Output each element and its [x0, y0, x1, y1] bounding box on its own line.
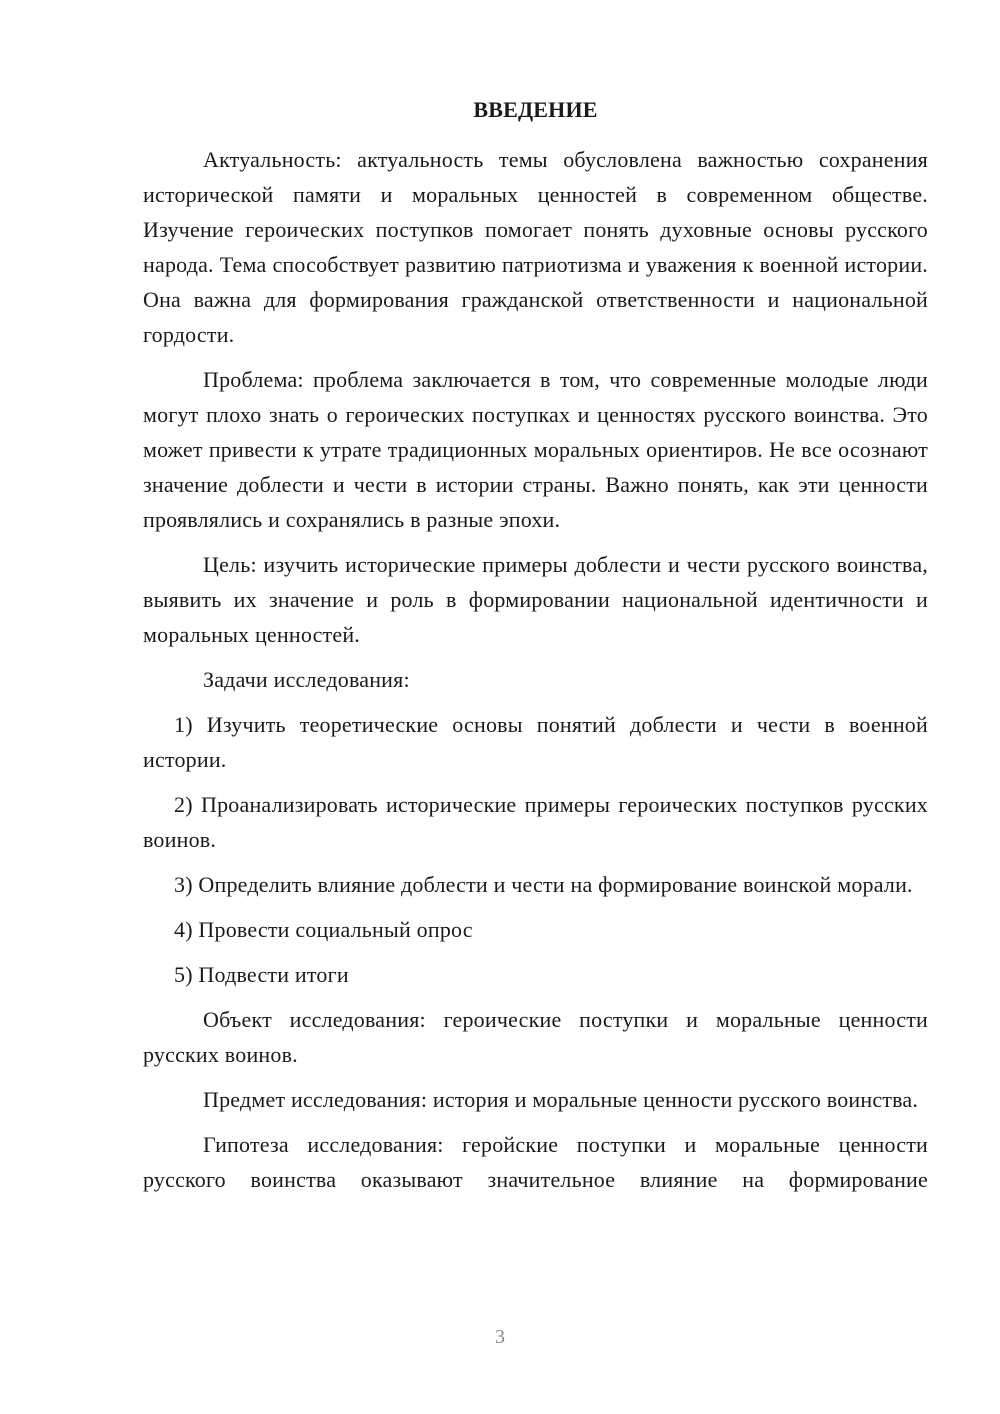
hypothesis-paragraph: Гипотеза исследования: геройские поступки и моральные ценности русского воинства оказывают значительное влияние на формирование [143, 1132, 928, 1192]
task-item: 2) Проанализировать исторические примеры героических поступков русских воинов. [143, 792, 928, 852]
goal-paragraph: Цель: изучить исторические примеры доблести и чести русского воинства, выявить их значение и роль в формировании национальной идентичности и моральных ценностей. [143, 552, 928, 647]
task-item: 4) Провести социальный опрос [174, 917, 473, 942]
object-paragraph: Объект исследования: героические поступки и моральные ценности русских воинов. [143, 1007, 928, 1067]
task-item: 5) Подвести итоги [174, 962, 349, 987]
task-item: 1) Изучить теоретические основы понятий доблести и чести в военной истории. [143, 712, 928, 772]
section-title: ВВЕДЕНИЕ [473, 97, 598, 122]
document-page [143, 92, 928, 1207]
tasks-heading: Задачи исследования: [203, 667, 410, 692]
task-item: 3) Определить влияние доблести и чести на формирование воинской морали. [174, 872, 913, 897]
relevance-paragraph: Актуальность: актуальность темы обусловлена важностью сохранения исторической памяти и моральных ценностей в современном обществе. Изучение героических поступков помогает понять духовные основы русского народа. Тема способствует развитию патриотизма и уважения к военной истории. Она важна для формирования гражданской ответственности и национальной гордости. [143, 147, 928, 347]
subject-paragraph: Предмет исследования: история и моральные ценности русского воинства. [203, 1087, 919, 1112]
problem-paragraph: Проблема: проблема заключается в том, что современные молодые люди могут плохо знать о героических поступках и ценностях русского воинства. Это может привести к утрате традиционных моральных ориентиров. Не все осознают значение доблести и чести в истории страны. Важно понять, как эти ценности проявлялись и сохранялись в разные эпохи. [143, 367, 928, 532]
page-number: 3 [495, 1326, 505, 1348]
